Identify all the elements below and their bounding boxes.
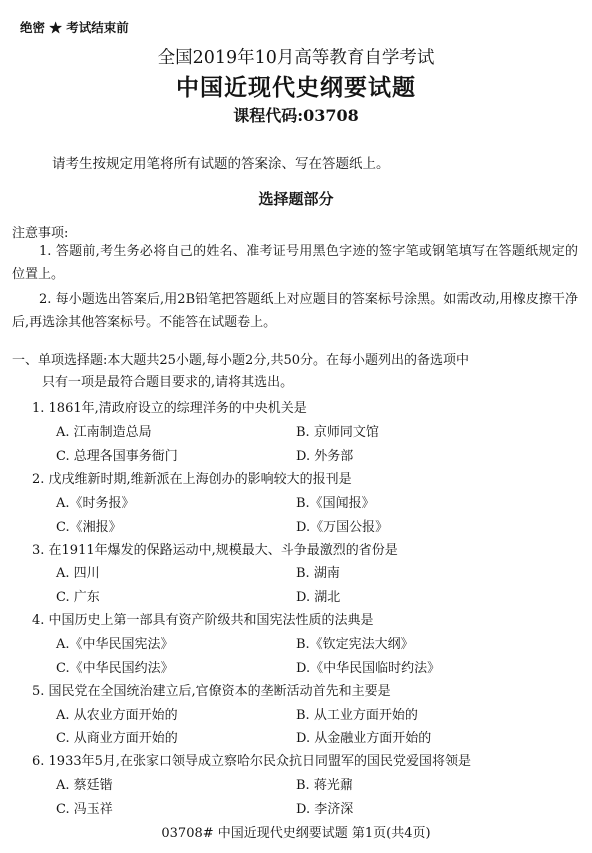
option-c: C.《中华民国约法》 — [56, 661, 174, 676]
answer-instruction: 请考生按规定用笔将所有试题的答案涂、写在答题纸上。 — [52, 156, 390, 172]
option-a: A.《中华民国宪法》 — [56, 637, 174, 652]
option-a: A.《时务报》 — [56, 496, 135, 511]
option-c: C. 广东 — [56, 590, 100, 605]
option-b: B. 京师同文馆 — [296, 425, 379, 440]
exam-title: 全国2019年10月高等教育自学考试 — [157, 48, 435, 68]
part-heading-continued: 只有一项是最符合题目要求的,请将其选出。 — [42, 375, 294, 390]
option-d: D. 从金融业方面开始的 — [296, 731, 432, 746]
confidential-mark: 绝密 ★ 考试结束前 — [20, 20, 129, 35]
option-c: C. 总理各国事务衙门 — [56, 449, 178, 464]
option-b: B.《国闻报》 — [296, 496, 375, 511]
page-footer: 03708# 中国近现代史纲要试题 第1页(共4页) — [161, 826, 431, 841]
question-stem: 2. 戊戌维新时期,维新派在上海创办的影响较大的报刊是 — [32, 472, 352, 487]
option-c: C.《湘报》 — [56, 520, 122, 535]
notes-title: 注意事项: — [12, 226, 69, 241]
option-d: D. 湖北 — [296, 590, 341, 605]
question-stem: 3. 在1911年爆发的保路运动中,规模最大、斗争最激烈的省份是 — [32, 543, 398, 558]
option-a: A. 蔡廷锴 — [56, 778, 113, 793]
option-b: B. 蒋光鼐 — [296, 778, 353, 793]
option-a: A. 四川 — [56, 566, 100, 581]
option-b: B. 从工业方面开始的 — [296, 708, 418, 723]
option-d: D.《万国公报》 — [296, 520, 389, 535]
course-code: 课程代码:03708 — [233, 106, 359, 125]
option-c: C. 冯玉祥 — [56, 802, 113, 817]
option-b: B.《钦定宪法大纲》 — [296, 637, 414, 652]
part-heading: 一、单项选择题:本大题共25小题,每小题2分,共50分。在每小题列出的备选项中 — [12, 353, 469, 368]
option-a: A. 江南制造总局 — [56, 425, 152, 440]
question-stem: 1. 1861年,清政府设立的综理洋务的中央机关是 — [32, 401, 307, 416]
option-d: D. 李济深 — [296, 802, 354, 817]
option-d: D. 外务部 — [296, 449, 354, 464]
question-stem: 5. 国民党在全国统治建立后,官僚资本的垄断活动首先和主要是 — [32, 684, 391, 699]
note-item: 2. 每小题选出答案后,用2B铅笔把答题纸上对应题目的答案标号涂黑。如需改动,用橡皮擦干净后,再选涂其他答案标号。不能答在试题卷上。 — [12, 292, 578, 330]
option-d: D.《中华民国临时约法》 — [296, 661, 441, 676]
question-stem: 4. 中国历史上第一部具有资产阶级共和国宪法性质的法典是 — [32, 613, 374, 628]
option-a: A. 从农业方面开始的 — [56, 708, 178, 723]
section-heading: 选择题部分 — [258, 190, 334, 208]
option-b: B. 湖南 — [296, 566, 340, 581]
note-item: 1. 答题前,考生务必将自己的姓名、准考证号用黑色字迹的签字笔或钢笔填写在答题纸规定的位置上。 — [12, 244, 578, 282]
option-c: C. 从商业方面开始的 — [56, 731, 178, 746]
question-stem: 6. 1933年5月,在张家口领导成立察哈尔民众抗日同盟军的国民党爱国将领是 — [32, 754, 472, 769]
paper-title: 中国近现代史纲要试题 — [176, 74, 416, 101]
